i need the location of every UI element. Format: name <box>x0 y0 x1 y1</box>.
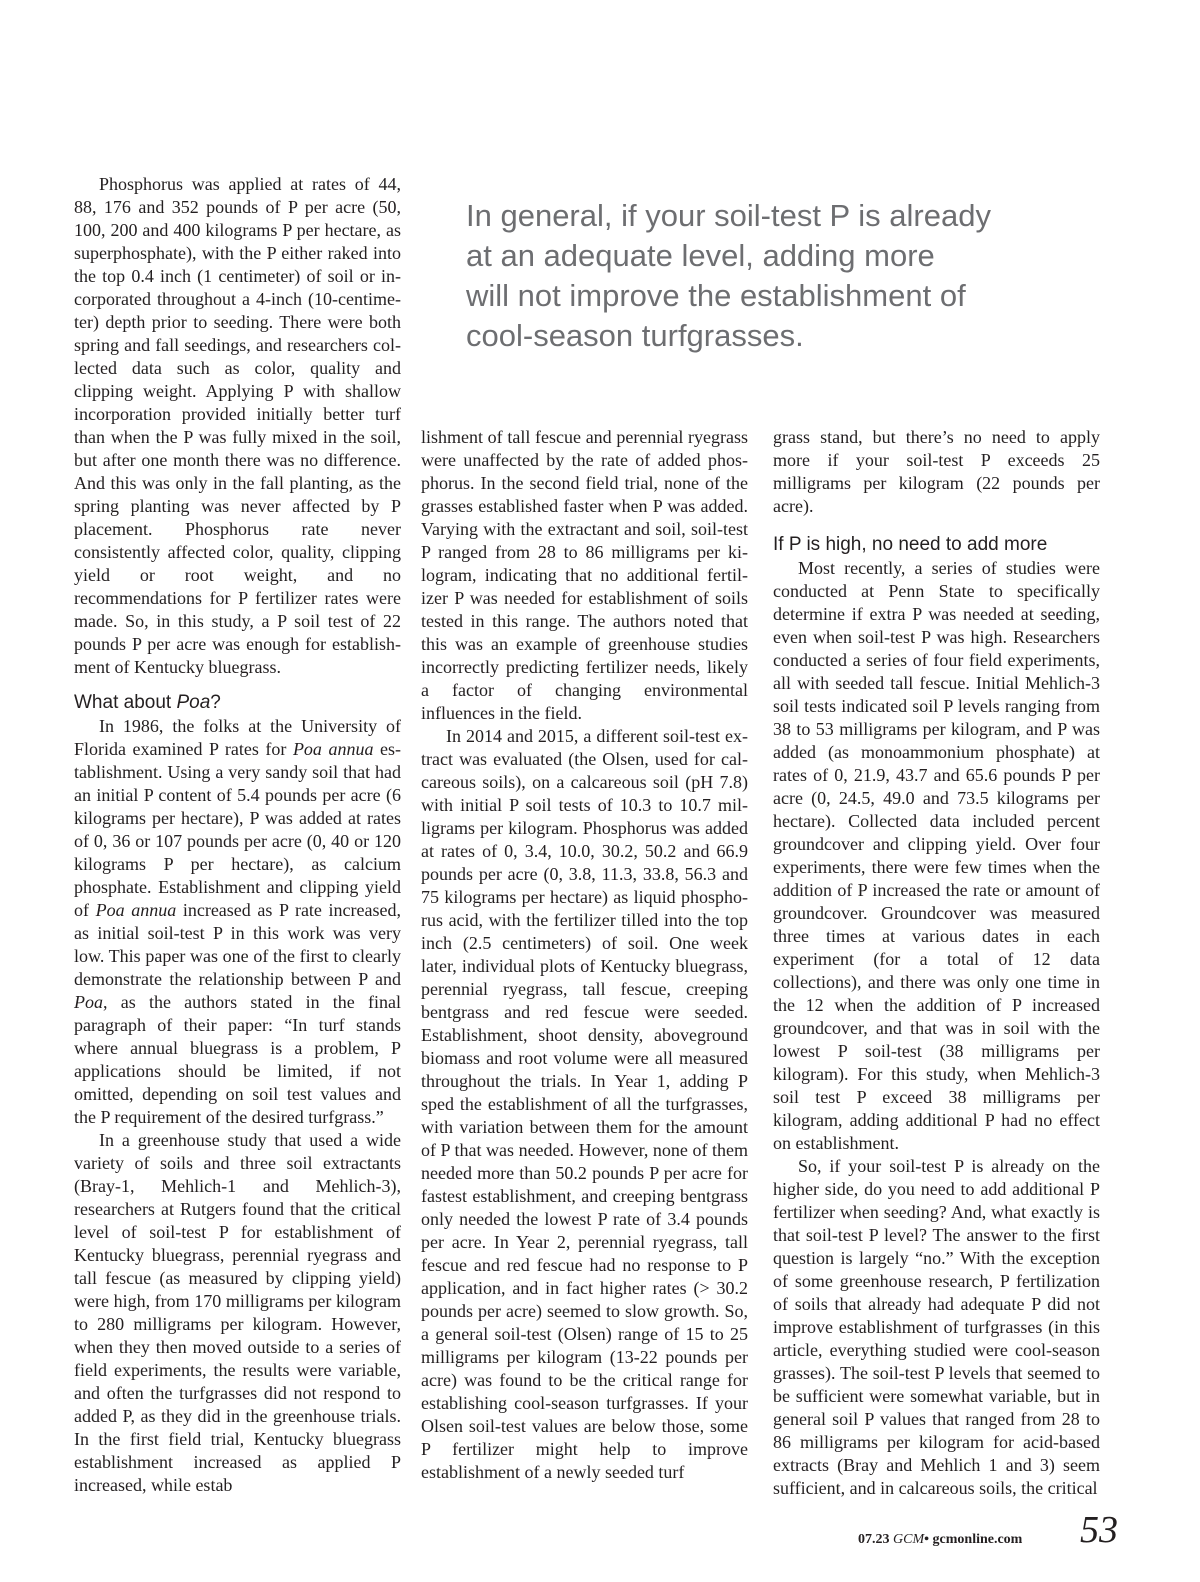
paragraph: So, if your soil-test P is already on the higher side, do you need to add additional P fertilizer when seeding? And, what exactly is that soil-test P level? The answer to the first question is largely “no.” With the exception of some greenhouse research, P fertilization of soils that already had adequate P did not improve establishment of turfgrasses (in this article, everything studied were cool-season grasses). The soil-test P levels that seemed to be sufficient were somewhat variable, but in general soil P values that ranged from 28 to 86 milligrams per kilogram for acid-based extracts (Bray and Mehlich 1 and 3) seem sufficient, and in calcareous soils, the critical <box>773 1156 1100 1498</box>
text-run: In 1986, the folks at the University of Florida examined P rates for <box>74 716 401 759</box>
paragraph: In a greenhouse study that used a wide variety of soils and three soil extractants (Bray-1, Mehlich-1 and Mehlich-3), researchers at Rutgers found that the critical level of soil-test P for establishment of Kentucky bluegrass, perennial ryegrass and tall fescue (as measured by clipping yield) were high, from 170 milligrams per kilogram to 280 milligrams per kilogram. However, when they then moved outside to a series of field experiments, the results were variable, and often the turfgrasses did not respond to added P, as they did in the greenhouse trials. In the first field trial, Kentucky bluegrass establishment increased as applied P increased, while estab <box>74 1130 401 1495</box>
paragraph: Most recently, a series of studies were conducted at Penn State to specifically determine if extra P was needed at seeding, even when soil-test P was high. Researchers conducted a series of four field experiments, all with seeded tall fescue. Initial Mehlich-3 soil tests indicated soil P levels ranging from 38 to 53 milligrams per kilogram, and P was added (as monoammonium phosphate) at rates of 0, 21.9, 43.7 and 65.6 pounds P per acre (0, 24.5, 49.0 and 73.5 kilograms per hectare). Collected data included percent groundcover and clipping yield. Over four experiments, there were few times when the addition of P increased the rate or amount of groundcover. Groundcover was measured three times at various dates in each experiment (for a total of 12 data collections), and there was only one time in the 12 when the addition of P increased groundcover, and that was in soil with the lowest P soil-test (38 milligrams per kilogram). For this study, when Mehlich-3 soil test P exceed 38 milligrams per kilogram, adding additional P had no effect on establishment. <box>773 558 1100 1153</box>
subheading-text: What about <box>74 692 177 713</box>
species-name: Poa <box>74 992 103 1012</box>
article-column-3 <box>773 426 1100 1500</box>
issue-date: 07.23 <box>858 1532 890 1547</box>
page-number: 53 <box>1080 1509 1118 1551</box>
species-name: Poa annua <box>95 900 177 920</box>
issue-line <box>858 1532 1022 1548</box>
text-run: , as the authors stated in the final paragraph of their paper: “In turf stands where annual bluegrass is a problem, P applications should be limited, if not omitted, depending on soil test values and the P requirement of the desired turfgrass.” <box>74 992 401 1127</box>
pull-quote-line: at an adequate level, adding more <box>466 238 935 273</box>
paragraph: In 2014 and 2015, a different soil-test extract was evaluated (the Olsen, used for calcareous soils), on a calcareous soil (pH 7.8) with initial P soil tests of 10.3 to 10.7 milligrams per kilogram. Phosphorus was added at rates of 0, 3.4, 10.0, 30.2, 50.2 and 66.9 pounds per acre (0, 3.8, 11.3, 33.8, 56.3 and 75 kilograms per hectare) as liquid phosphorus acid, with the fertilizer tilled into the top inch (2.5 centimeters) of soil. One week later, individual plots of Kentucky bluegrass, perennial ryegrass, tall fescue, creeping bentgrass and red fescue were seeded. Establishment, shoot density, aboveground biomass and root volume were all measured throughout the trials. In Year 1, adding P sped the establishment of all the turfgrasses, with variation between them for the amount of P that was needed. However, none of them needed more than 50.2 pounds P per acre for fastest establishment, and creeping bentgrass only needed the lowest P rate of 3.4 pounds per acre. In Year 2, perennial ryegrass, tall fescue and red fescue had no response to P application, and in fact higher rates (> 30.2 pounds per acre) seemed to slow growth. So, a general soil-test (Olsen) range of 15 to 25 milligrams per kilogram (13-22 pounds per acre) was found to be the critical range for establishing cool-season turfgrasses. If your Olsen soil-test values are below those, some P fertilizer might help to improve establishment of a newly seeded turf <box>421 726 748 1482</box>
pull-quote-line: cool-season turfgrasses. <box>466 318 804 353</box>
subheading-what-about-poa <box>74 691 401 715</box>
subheading-p-is-high: If P is high, no need to add more <box>773 534 1048 555</box>
paragraph: grass stand, but there’s no need to apply more if your soil-test P exceeds 25 milligrams per kilogram (22 pounds per acre). <box>773 427 1100 516</box>
website-url: gcmonline.com <box>932 1532 1023 1547</box>
text-run: establishment. Using a very sandy soil that had an initial P content of 5.4 pounds per acre (6 kilograms per hectare), P was added at rates of 0, 36 or 107 pounds per acre (0, 40 or 120 kilograms P per hectare), as calcium phosphate. Establishment and clipping yield of <box>74 739 401 920</box>
paragraph: Phosphorus was applied at rates of 44, 88, 176 and 352 pounds of P per acre (50, 100, 200 and 400 kilograms P per hectare, as superphosphate), with the P either raked into the top 0.4 inch (1 centimeter) of soil or incorporated throughout a 4-inch (10-centimeter) depth prior to seeding. There were both spring and fall seedings, and researchers collected data such as color, quality and clipping weight. Applying P with shallow incorporation provided initially better turf than when the P was fully mixed in the soil, but after one month there was no difference. And this was only in the fall planting, as the spring planting was never affected by P placement. Phosphorus rate never consistently affected color, quality, clipping yield or root weight, and no recommendations for P fertilizer rates were made. So, in this study, a P soil test of 22 pounds P per acre was enough for establishment of Kentucky bluegrass. <box>74 174 401 677</box>
pull-quote-line: In general, if your soil-test P is already <box>466 198 991 233</box>
species-name: Poa annua <box>292 739 374 759</box>
article-column-2 <box>421 426 748 1484</box>
subheading-italic: Poa <box>176 692 211 713</box>
subheading-punct: ? <box>210 692 221 713</box>
pull-quote-line: will not improve the establishment of <box>466 278 966 313</box>
page-footer <box>830 1510 1130 1550</box>
paragraph: lishment of tall fescue and perennial ryegrass were unaffected by the rate of added phosphorus. In the second field trial, none of the grasses established faster when P was added. Varying with the extractant and soil, soil-test P ranged from 28 to 86 milligrams per kilogram, indicating that no additional fertilizer P was needed for establishment of soils tested in this range. The authors noted that this was an example of greenhouse studies incorrectly predicting fertilizer needs, likely a factor of changing environmental influences in the field. <box>421 427 748 723</box>
article-column-1 <box>74 173 401 1497</box>
separator-bullet: • <box>924 1532 930 1547</box>
magazine-name: GCM <box>893 1532 925 1547</box>
paragraph <box>74 715 401 1129</box>
text-run: increased as P rate increased, as initial soil-test P in this work was very low. This paper was one of the first to clearly demonstrate the relationship between P and <box>74 900 401 989</box>
pull-quote <box>466 196 1086 356</box>
